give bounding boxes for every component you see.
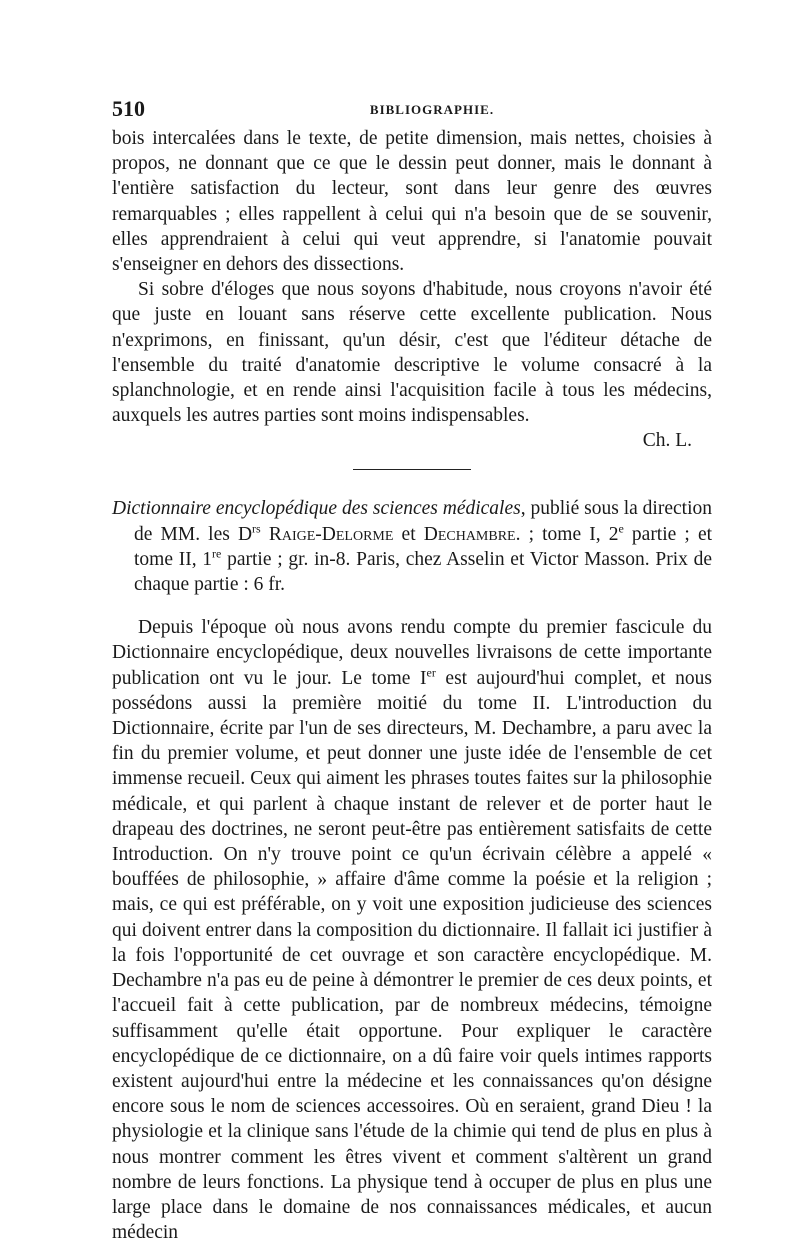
review-end-paragraph-2: Si sobre d'éloges que nous soyons d'habitude, nous croyons n'avoir été que juste en louant sans réserve cette excellente publication. Nous n'exprimons, en finissant, qu'un désir, c'est que l'éditeur détache de l'ensemble du traité d'anatomie descriptive le volume consacré à la splanchnologie, et en rende ainsi l'acquisition facile à tous les médecins, auxquels les autres parties sont moins indispensables. (112, 279, 712, 427)
section-divider (353, 469, 471, 470)
citation-text-3: ; tome I, 2 (520, 523, 619, 545)
citation-author-2: Dechambre. (423, 523, 521, 545)
review-start-text-a: Depuis l'époque où nous avons rendu compte du premier fascicule du Dictionnaire encyclopédique, deux nouvelles livraisons de cette importante publication ont vu le jour. Le tome I (112, 617, 712, 689)
bibliographic-citation (112, 496, 712, 597)
citation-title: Dictionnaire encyclopédique des sciences médicales (112, 498, 521, 520)
citation-text-4: partie ; et tome II, 1 (134, 523, 713, 570)
citation-author-1: Raige-Delorme (268, 523, 394, 545)
review-signature: Ch. L. (642, 430, 692, 452)
citation-text-2: et (393, 523, 424, 545)
citation-text-1: , publié sous la direction de MM. les D (134, 498, 712, 545)
running-title: BIBLIOGRAPHIE. (369, 102, 495, 117)
page-header (112, 96, 712, 126)
citation-sup-re: re (212, 546, 222, 561)
page-number: 510 (112, 96, 145, 121)
citation-text-5: partie ; gr. in-8. Paris, chez Asselin et Victor Masson. Prix de chaque partie : 6 fr. (134, 548, 712, 596)
citation-sup-rs: rs (252, 521, 261, 536)
citation-sup-e: e (618, 521, 624, 536)
review-start-text-b: est aujourd'hui complet, et nous possédons aussi la première moitié du tome II. L'introduction du Dictionnaire, écrite par l'un de ses directeurs, M. Dechambre, a paru avec la fin du premier volume, et peut donner une juste idée de l'ensemble de cet immense recueil. Ceux qui aiment les phrases toutes faites sur la philosophie médicale, et qui parlent à chaque instant de relever et de porter haut le drapeau des doctrines, ne seront peut-être pas entièrement satisfaits de cette Introduction. On n'y trouve point ce qu'un écrivain célèbre a appelé « bouffées de philosophie, » affaire d'âme comme la poésie et la religion ; mais, ce qui est préférable, on y voit une exposition judicieuse des sciences qui doivent entrer dans la composition du dictionnaire. Il fallait ici justifier à la fois l'opportunité de cet ouvrage et son caractère encyclopédique. M. Dechambre n'a pas eu de peine à démontrer le premier de ces deux points, et l'accueil fait à cette publication, par de nombreux médecins, témoigne suffisamment qu'elle était opportune. Pour expliquer le caractère encyclopédique de ce dictionnaire, on a dû faire voir quels intimes rapports existent aujourd'hui entre la médecine et les connaissances qu'on désigne encore sous le nom de sciences accessoires. Où en seraient, grand Dieu ! la physiologie et la clinique sans l'étude de la chimie qui tend de plus en plus à nous montrer comment les êtres vivent et comment s'altèrent un grand nombre de leurs fonctions. La physique tend à occuper de plus en plus une large place dans le domaine de nos connaissances médicales, et aucun médecin (112, 667, 713, 1244)
review-end-paragraph-1: bois intercalées dans le texte, de petite dimension, mais nettes, choisies à propos, ne donnant que ce que le dessin peut donner, mais le donnant à l'entière satisfaction du lecteur, sont dans leur genre des œuvres remarquables ; elles rappellent à celui qui n'a besoin que de se souvenir, elles apprendraient à celui qui veut apprendre, si l'anatomie pouvait s'enseigner en dehors des dissections. (112, 128, 712, 276)
review-start-sup-er: er (426, 665, 436, 680)
review-start-paragraph (112, 615, 712, 1245)
